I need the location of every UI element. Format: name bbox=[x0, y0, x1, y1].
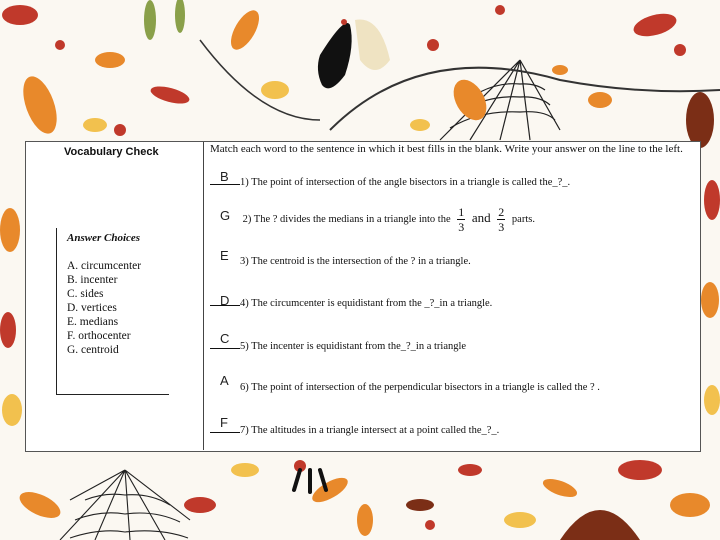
answer-blank bbox=[210, 173, 240, 185]
fraction-one-third bbox=[457, 205, 465, 234]
question-3 bbox=[210, 253, 471, 267]
fraction-two-thirds bbox=[497, 205, 505, 234]
answer-letter: D bbox=[220, 293, 230, 308]
answer-blank bbox=[210, 337, 240, 349]
question-4 bbox=[210, 294, 492, 309]
answer-letter: B bbox=[220, 169, 229, 184]
choice-item: F. orthocenter bbox=[67, 330, 131, 342]
answer-choices-box bbox=[56, 228, 169, 395]
answer-blank bbox=[210, 294, 240, 306]
question-text: 1) The point of intersection of the angle bisectors in a triangle is called the_?_. bbox=[240, 177, 571, 188]
question-5 bbox=[210, 337, 466, 352]
choice-item: B. incenter bbox=[67, 274, 118, 286]
answer-blank bbox=[210, 253, 240, 264]
answer-blank bbox=[210, 379, 240, 390]
answer-letter: A bbox=[220, 373, 229, 388]
fraction-numerator: 1 bbox=[458, 205, 465, 219]
and-word: and bbox=[471, 209, 491, 225]
choice-item: A. circumcenter bbox=[67, 260, 142, 272]
answer-choices-title: Answer Choices bbox=[67, 232, 141, 244]
vocabulary-check-title: Vocabulary Check bbox=[64, 146, 159, 158]
answer-letter: E bbox=[220, 248, 229, 263]
spider-web-bottom bbox=[60, 470, 190, 540]
question-2 bbox=[210, 205, 535, 234]
choice-item: D. vertices bbox=[67, 302, 117, 314]
answer-letter: C bbox=[220, 331, 230, 346]
question-text: 3) The centroid is the intersection of the ? in a triangle. bbox=[240, 256, 471, 267]
question-text: 4) The circumcenter is equidistant from the _?_in a triangle. bbox=[240, 298, 493, 309]
choice-item: E. medians bbox=[67, 316, 119, 328]
answer-choices-list bbox=[67, 259, 141, 357]
choice-item: G. centroid bbox=[67, 344, 119, 356]
crow-icon bbox=[318, 19, 352, 88]
answer-blank bbox=[210, 211, 240, 222]
question-text-end: parts. bbox=[511, 213, 535, 225]
answer-letter: G bbox=[220, 208, 231, 223]
question-6 bbox=[210, 379, 600, 393]
question-7 bbox=[210, 421, 499, 436]
answer-letter: F bbox=[220, 415, 228, 430]
leaves-bottom bbox=[16, 460, 710, 540]
question-1 bbox=[210, 173, 570, 188]
answer-blank bbox=[210, 421, 240, 433]
fraction-numerator: 2 bbox=[498, 205, 505, 219]
fraction-denominator: 3 bbox=[498, 220, 505, 234]
column-divider bbox=[203, 142, 204, 450]
worksheet bbox=[25, 141, 701, 452]
question-text: 7) The altitudes in a triangle intersect at a point called the_?_. bbox=[240, 425, 500, 436]
question-text: 5) The incenter is equidistant from the_?_in a triangle bbox=[240, 341, 467, 352]
question-text: 2) The ? divides the medians in a triangle into the bbox=[242, 213, 451, 225]
choice-item: C. sides bbox=[67, 288, 104, 300]
fraction-denominator: 3 bbox=[458, 220, 465, 234]
instructions: Match each word to the sentence in which it best fills in the blank. Write your answer on the line to the left. bbox=[210, 143, 683, 155]
question-text: 6) The point of intersection of the perpendicular bisectors in a triangle is called the ? . bbox=[240, 382, 600, 393]
